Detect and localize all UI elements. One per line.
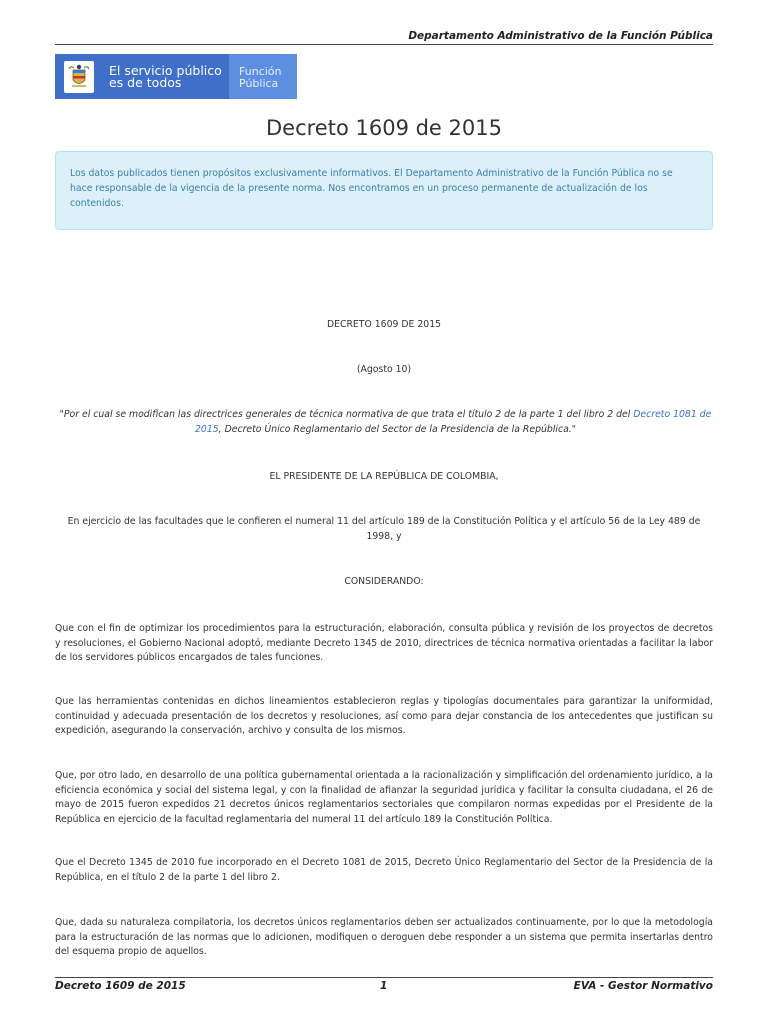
coat-of-arms-icon (61, 59, 97, 95)
epigraph-text-before: "Por el cual se modifican las directrices generales de técnica normativa de que trata el título 2 de la parte 1 del libro 2 del (59, 409, 634, 420)
logo-brand-line2: Pública (239, 77, 279, 90)
footer-page-number: 1 (380, 980, 388, 992)
page-title: Decreto 1609 de 2015 (266, 116, 502, 140)
logo-brand-panel (229, 54, 297, 99)
footer-rule (55, 977, 713, 978)
header-organization: Departamento Administrativo de la Función Pública (408, 30, 713, 42)
decree-heading: DECRETO 1609 DE 2015 (326, 319, 442, 330)
decree-powers: En ejercicio de las facultades que le confieren el numeral 11 del artículo 189 de la Constitución Política y el artículo 56 de la Ley 489 de 1998, y (67, 516, 701, 542)
considering-paragraph: Que, por otro lado, en desarrollo de una política gubernamental orientada a la racionalización y simplificación del ordenamiento jurídico, a la eficiencia económica y social del sistema legal, y con la finalidad de afianzar la seguridad jurídica y facilitar la consulta ciudadana, el 26 de mayo de 2015 fueron expedidos 21 decretos únicos reglamentarios sectoriales que compilaron normas expedidas por el Presidente de la República en ejercicio de la facultad reglamentaria del numeral 11 del artículo 189 la Constitución Política. (55, 770, 713, 825)
considering-paragraph: Que las herramientas contenidas en dichos lineamientos establecieron reglas y tipologías documentales para garantizar la uniformidad, continuidad y adecuada presentación de los decretos y resoluciones, así como para dejar constancia de los antecedentes que justifican su expedición, asegurando la conservación, archivo y consulta de los mismos. (55, 696, 713, 736)
epigraph-text-after: , Decreto Único Reglamentario del Sector de la Presidencia de la República." (218, 423, 576, 435)
decree-authority: EL PRESIDENTE DE LA REPÚBLICA DE COLOMBIA, (269, 471, 499, 482)
header-rule (55, 44, 713, 45)
logo-slogan-line1: El servicio público (109, 62, 222, 78)
decree-date: (Agosto 10) (356, 364, 412, 375)
logo-brand-line1: Función (239, 65, 282, 78)
logo-slogan-line2: es de todos (109, 74, 182, 90)
funcion-publica-logo[interactable] (55, 54, 297, 99)
considering-paragraph: Que, dada su naturaleza compilatoria, los decretos únicos reglamentarios deben ser actualizados continuamente, por lo que la metodología para la estructuración de las normas que lo adicionen, modifiquen o deroguen debe responder a un sistema que permita insertarlas dentro del esquema propio de aquellos. (55, 917, 713, 957)
considering-heading: CONSIDERANDO: (344, 576, 424, 587)
decree-epigraph (58, 408, 713, 437)
logo-slogan-panel (55, 54, 229, 99)
footer-document-name: Decreto 1609 de 2015 (55, 980, 186, 992)
logo-slogan (109, 62, 222, 90)
decree-1081-link[interactable]: Decreto 1081 de 2015 (195, 409, 712, 435)
disclaimer-notice: Los datos publicados tienen propósitos exclusivamente informativos. El Departamento Administrativo de la Función Pública no se hace responsable de la vigencia de la presente norma. Nos encontramos en un proceso permanente de actualización de los contenidos. (55, 151, 713, 230)
considering-paragraph: Que el Decreto 1345 de 2010 fue incorporado en el Decreto 1081 de 2015, Decreto Único Reglamentario del Sector de la Presidencia de la República, en el título 2 de la parte 1 del libro 2. (55, 857, 713, 883)
considering-paragraph: Que con el fin de optimizar los procedimientos para la estructuración, elaboración, consulta pública y revisión de los proyectos de decretos y resoluciones, el Gobierno Nacional adoptó, mediante Decreto 1345 de 2010, directrices de técnica normativa orientadas a facilitar la labor de los servidores públicos encargados de tales funciones. (55, 623, 713, 663)
footer-system-name: EVA - Gestor Normativo (573, 980, 713, 992)
